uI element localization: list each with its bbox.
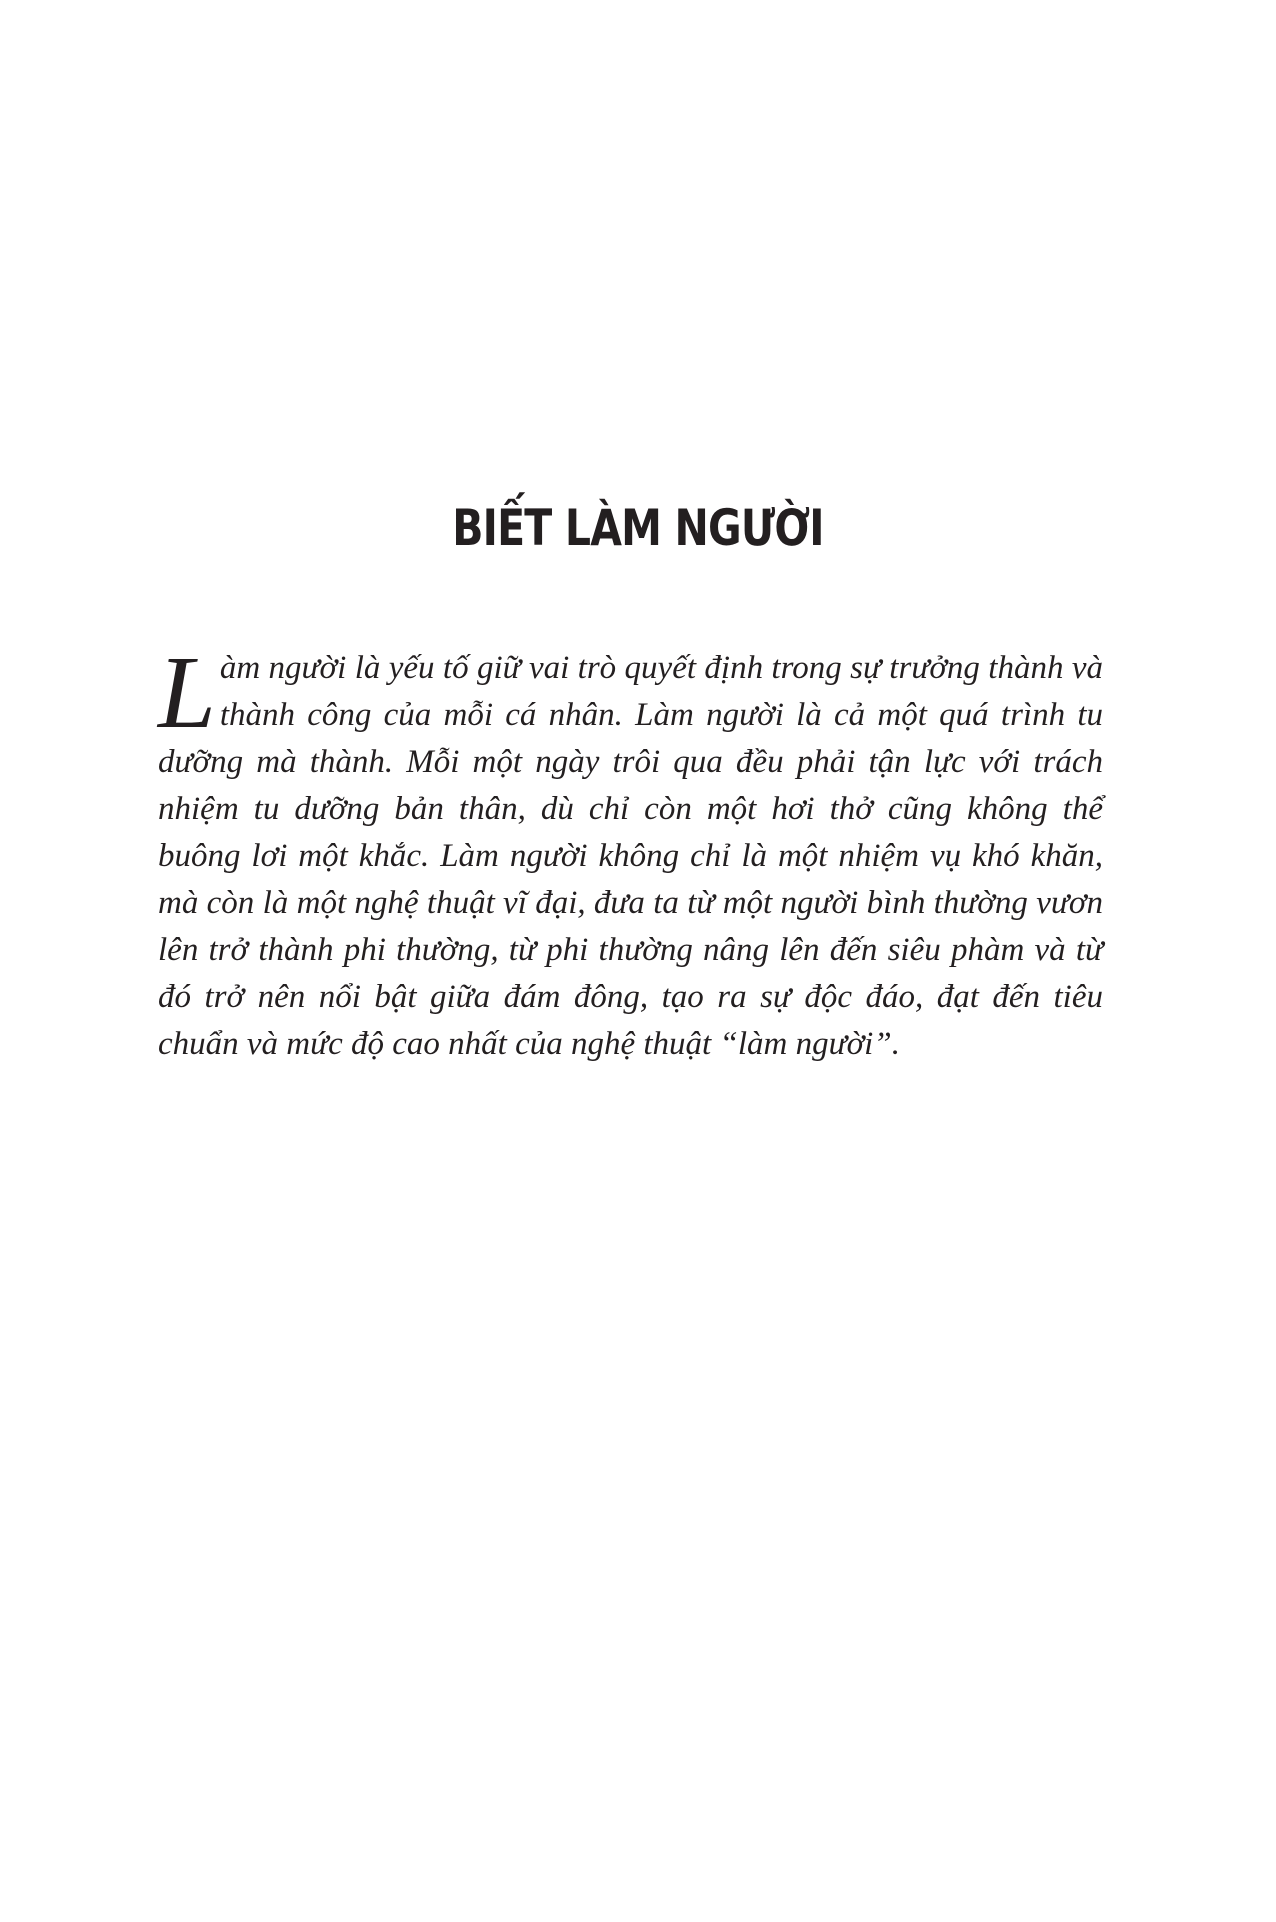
- drop-cap: L: [158, 635, 216, 750]
- chapter-title: BIẾT LÀM NGƯỜI: [452, 498, 824, 557]
- paragraph-text: àm người là yếu tố giữ vai trò quyết định trong sự trưởng thành và thành công của mỗi cá nhân. Làm người là cả một quá trình tu dưỡng mà thành. Mỗi một ngày trôi qua đều phải tận lực với trách nhiệm tu dưỡng bản thân, dù chỉ còn một hơi thở cũng không thể buông lơi một khắc. Làm người không chỉ là một nhiệm vụ khó khăn, mà còn là một nghệ thuật vĩ đại, đưa ta từ một người bình thường vươn lên trở thành phi thường, từ phi thường nâng lên đến siêu phàm và từ đó trở nên nổi bật giữa đám đông, tạo ra sự độc đáo, đạt đến tiêu chuẩn và mức độ cao nhất của nghệ thuật “làm người”.: [158, 650, 1103, 1062]
- body-paragraph: [158, 635, 1103, 1068]
